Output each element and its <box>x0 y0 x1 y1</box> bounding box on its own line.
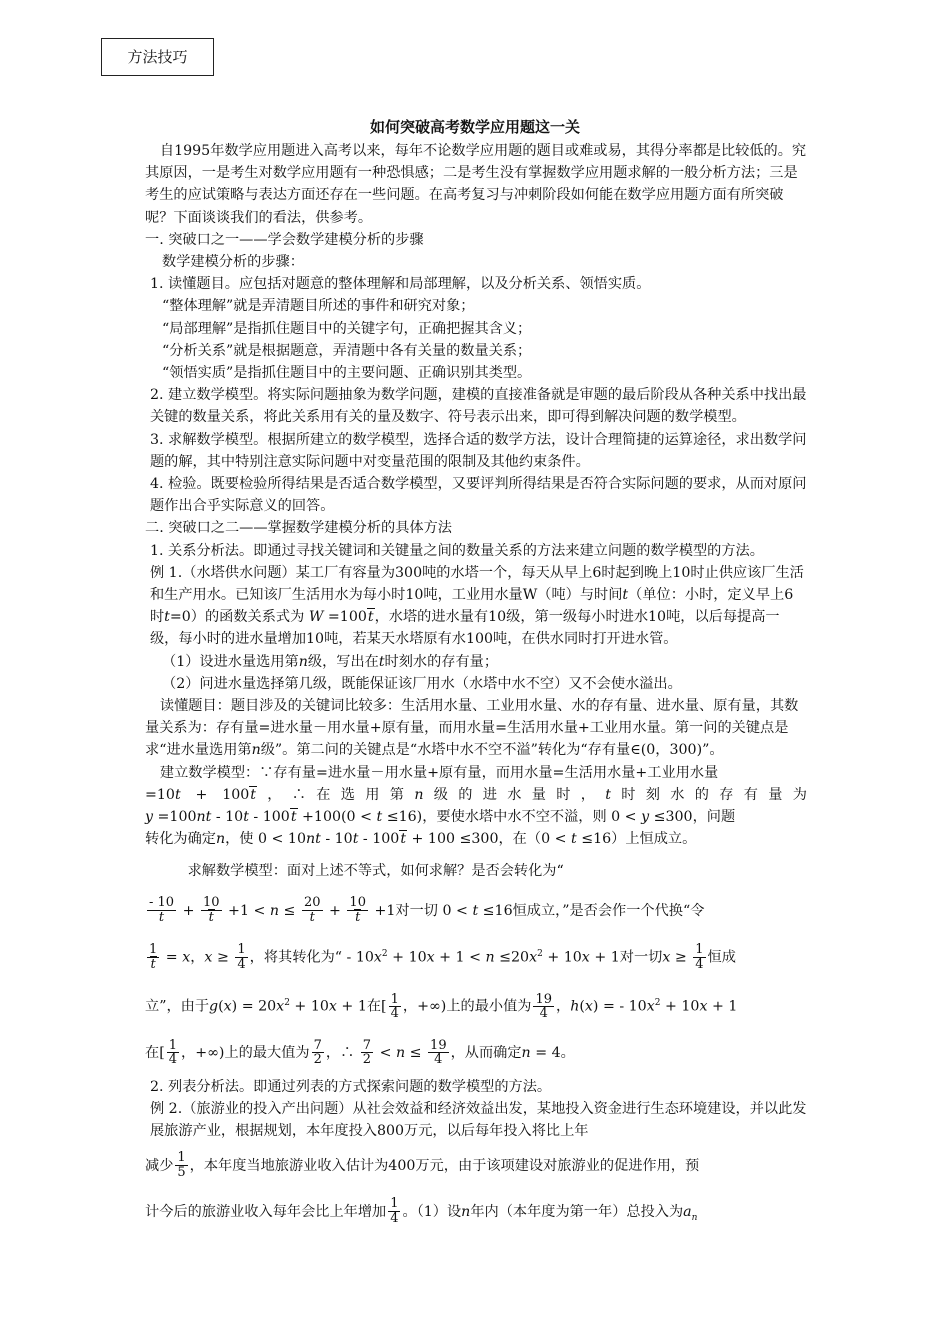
example2-line2: 减少 $\frac{1}{5}$ ，本年度当地旅游业收入估计为400万元，由于该项建设对旅游业的促进作用，预 <box>145 1150 700 1181</box>
steps-label: 数学建模分析的步骤： <box>162 254 304 271</box>
example1-model-line2: =10t + 100t，∴在选用第n级的进水量时，t时刻水的存有量为 <box>145 786 807 803</box>
step1-text: 1. 读懂题目。应包括对题意的整体理解和局部理解，以及分析关系、领悟实质。 <box>149 276 651 293</box>
example2-text: 例 2.（旅游业的投入产出问题）从社会效益和经济效益出发，某地投入资金进行生态环境建设，并以此发展旅游产业，根据规划，本年度投入800万元，以后每年投入将比上年 <box>149 1101 807 1140</box>
step1-relation: “分析关系”就是根据题意，弄清题中各有关量的数量关系； <box>162 342 532 359</box>
document-title: 如何突破高考数学应用题这一关 <box>369 118 580 136</box>
step1-local: “局部理解”是指抓住题目中的关键字句，正确把握其含义； <box>162 320 532 337</box>
section2-heading: 二. 突破口之二——掌握数学建模分析的具体方法 <box>145 520 452 537</box>
method1-text: 1. 关系分析法。即通过寻找关键词和关键量之间的数量关系的方法来建立问题的数学模型的方法。 <box>149 542 764 559</box>
solve-line1: 求解数学模型：面对上述不等式，如何求解？是否会转化为“ <box>187 862 564 879</box>
example1-model-line3: y =100nt - 10t - 100t +100(0 < t ≤16)，要使水塔中水不空不溢，则 0 < y ≤300，问题 <box>145 809 736 826</box>
step2-text: 2. 建立数学模型。将实际问题抽象为数学问题，建模的直接准备就是审题的最后阶段从各种关系中找出最关键的数量关系，将此关系用有关的量及数字、符号表示出来，即可得到解决问题的数学模型。 <box>149 387 807 426</box>
section1-heading: 一. 突破口之一——学会数学建模分析的步骤 <box>145 231 424 248</box>
solve-line3: $\frac{1}{t}$ = x，x ≥ $\frac{1}{4}$ ，将其转化为“ - $10x^2 + 10x + 1 < n \le 20x^2 + 10x + 1$对一切x ≥ $\frac{1}{4}$ 恒成 <box>149 942 736 972</box>
solve-line5: 在[ $\frac{1}{4}$ ，+∞)上的最大值为 $\frac{7}{2}$ ，∴ $\frac{7}{2}$ < n ≤ $\frac{19}{4}$ ，从而确定n = 4。 <box>145 1037 575 1068</box>
example1-question1: （1）设进水量选用第n级，写出在t时刻水的存有量； <box>162 653 499 670</box>
method2-text: 2. 列表分析法。即通过列表的方式探索问题的数学模型的方法。 <box>149 1078 552 1095</box>
intro-paragraph: 自1995年数学应用题进入高考以来，每年不论数学应用题的题目或难或易，其得分率都是比较低的。究其原因，一是考生对数学应用题有一种恐惧感；二是考生没有掌握数学应用题求解的一般分析方法；三是考生的应试策略与表达方面还存在一些问题。在高考复习与冲刺阶段如何能在数学应用题方面有所突破呢？下面谈谈我们的看法，供参考。 <box>145 143 807 226</box>
solve-line2: $\frac{- 10}{t}$ + $\frac{10}{t}$ +1 < n ≤ $\frac{20}{t}$ + $\frac{10}{t}$ +1对一切 0 < t ≤16恒成立，”是否会作一个代换“令 <box>149 895 705 925</box>
document-body <box>145 140 807 1240</box>
category-tag-box: 方法技巧 <box>101 38 214 76</box>
example2-line3: 计今后的旅游业收入每年会比上年增加 $\frac{1}{4}$ 。（1）设n年内（本年度为第一年）总投入为$a_n$ <box>145 1196 698 1227</box>
step1-whole: “整体理解”就是弄清题目所述的事件和研究对象； <box>162 298 475 315</box>
example1-reading: 读懂题目：题目涉及的关键词比较多：生活用水量、工业用水量、水的存有量、进水量、原有量，其数量关系为：存有量=进水量－用水量+原有量，而用水量=生活用水量+工业用水量。第一问的关键点是求“进水量选用第n级”。第二问的关键点是“水塔中水不空不溢”转化为“存有量∈(0，300)”。 <box>145 698 799 759</box>
step4-text: 4. 检验。既要检验所得结果是否适合数学模型，又要评判所得结果是否符合实际问题的要求，从而对原问题作出合乎实际意义的回答。 <box>149 476 807 515</box>
solve-line4: 立”，由于$g(x) = 20x^2 + 10x + 1$在[ $\frac{1}{4}$ ，+∞)上的最小值为 $\frac{19}{4}$ ，h(x) = - $10x^2 + 10x + 1$ <box>145 991 738 1022</box>
example1-text: 例 1.（水塔供水问题）某工厂有容量为300吨的水塔一个，每天从早上6时起到晚上10时止供应该厂生活和生产用水。已知该厂生活用水为每小时10吨，工业用水量W（吨）与时间t（单位：小时，定义早上6时t=0）的函数关系式为 W =100t，水塔的进水量有10级，第一级每小时进水10吨，以后每提高一级，每小时的进水量增加10吨，若某天水塔原有水100吨，在供水同时打开进水管。 <box>149 564 804 648</box>
step3-text: 3. 求解数学模型。根据所建立的数学模型，选择合适的数学方法，设计合理简捷的运算途径，求出数学问题的解，其中特别注意实际问题中对变量范围的限制及其他约束条件。 <box>149 431 807 470</box>
example1-question2: （2）问进水量选择第几级，既能保证该厂用水（水塔中水不空）又不会使水溢出。 <box>162 675 682 692</box>
example1-model-line4: 转化为确定n，使 0 < 10nt - 10t - 100t + 100 ≤300，在（0 < t ≤16）上恒成立。 <box>145 831 697 848</box>
step1-essence: “领悟实质”是指抓住题目中的主要问题、正确识别其类型。 <box>162 365 532 382</box>
example1-model-line1: 建立数学模型：∵存有量=进水量－用水量+原有量，而用水量=生活用水量+工业用水量 <box>159 764 719 781</box>
